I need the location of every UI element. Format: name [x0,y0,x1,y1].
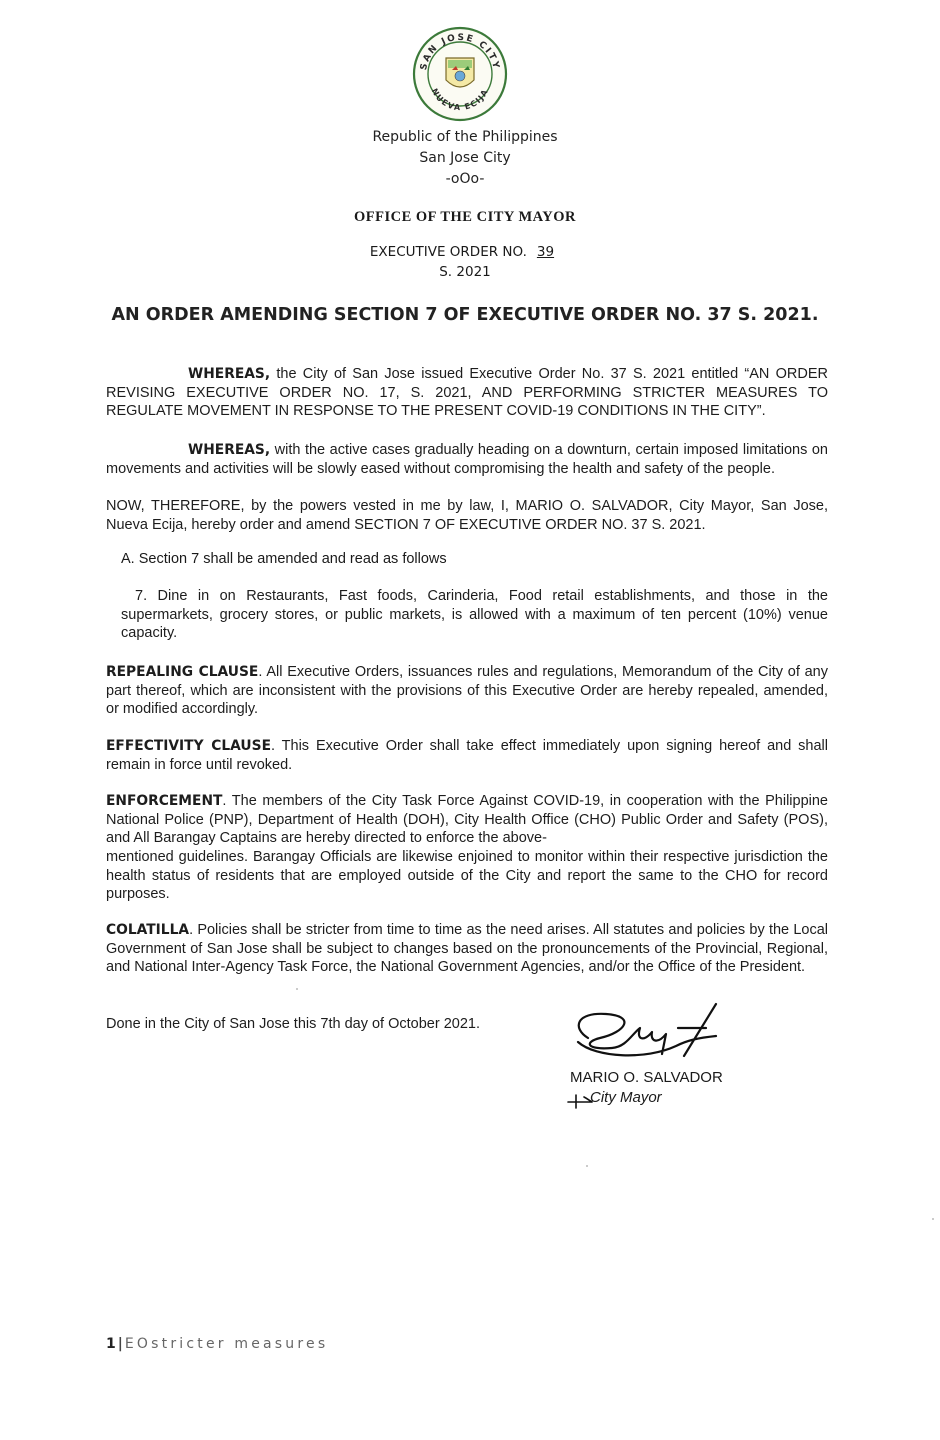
eo-series: S. 2021 [439,264,491,280]
whereas-text: the City of San Jose issued Executive Order No. 37 S. 2021 entitled “AN ORDER REVISING EXECUTIVE ORDER NO. 17, S. 2021, AND PERFORMING STRICTER MEASURES TO REGULATE MOVEMENT IN RESPONSE TO THE PRESENT COVID-19 CONDITIONS IN THE CITY”. [106,366,828,419]
republic-line: Republic of the Philippines [372,129,558,145]
oOo-divider: -oOo- [445,171,485,187]
whereas-text: with the active cases gradually heading on a downturn, certain imposed limitations on movements and activities will be slowly eased without compromising the health and safety of the people. [106,442,828,477]
clause-text: . Policies shall be stricter from time to time as the need arises. All statutes and policies by the Local Government of San Jose shall be subject to changes based on the pronouncements of the Provincial, Regional, and National Inter-Agency Task Force, the National Government Agencies, and/or the Office of the President. [106,922,828,975]
repealing-clause [106,663,828,719]
colatilla-clause [106,921,828,977]
signature-mark [566,998,746,1074]
eo-label: EXECUTIVE ORDER NO. [369,244,527,260]
scan-speck [296,988,298,990]
executive-order-number [0,243,930,262]
clause-lead: COLATILLA [106,922,190,938]
page-footer [106,1336,328,1352]
clause-lead: REPEALING CLAUSE [106,664,259,680]
effectivity-clause [106,737,828,774]
enforcement-clause-continued: mentioned guidelines. Barangay Officials are likewise enjoined to monitor within their respective jurisdiction the health status of residents that are employed outside of the City and report the same to the CHO for record purposes. [106,849,828,902]
whereas-lead: WHEREAS, [188,442,271,458]
order-title: AN ORDER AMENDING SECTION 7 OF EXECUTIVE ORDER NO. 37 S. 2021. [111,305,819,325]
clause-text: . This Executive Order shall take effect immediately upon signing hereof and shall remain in force until revoked. [106,738,828,773]
footer-separator: | [117,1336,123,1352]
seal-bottom-text: NUEVA ECIJA [429,87,491,113]
section-a: A. Section 7 shall be amended and read as follows [121,551,447,567]
clause-lead: ENFORCEMENT [106,793,223,809]
done-line: Done in the City of San Jose this 7th day of October 2021. [106,1016,480,1032]
enforcement-clause [106,792,828,848]
clause-text: . The members of the City Task Force Against COVID-19, in cooperation with the Philippine National Police (PNP), Department of Health (DOH), City Health Office (CHO) Public Order and Safety (POS), and All Barangay Captains are hereby directed to enforce the above- [106,793,828,846]
signatory-name: MARIO O. SALVADOR [570,1069,723,1086]
eo-number: 39 [536,244,555,260]
signatory-title: City Mayor [590,1089,662,1106]
whereas-paragraph-2 [106,441,828,478]
city-seal-logo [412,26,508,122]
whereas-lead: WHEREAS, [188,366,271,382]
whereas-paragraph-1 [106,365,828,421]
page-number: 1 [106,1336,116,1352]
office-title: OFFICE OF THE CITY MAYOR [353,209,576,225]
clause-text: . All Executive Orders, issuances rules and regulations, Memorandum of the City of any part thereof, which are inconsistent with the provisions of this Executive Order are hereby repealed, amended, or modified accordingly. [106,664,828,717]
item-7-paragraph: 7. Dine in on Restaurants, Fast foods, Carinderia, Food retail establishments, and those in the supermarkets, grocery stores, or public markets, is allowed with a maximum of ten percent (10%) venue capacity. [121,588,828,641]
clause-lead: EFFECTIVITY CLAUSE [106,738,271,754]
city-line: San Jose City [419,150,511,166]
seal-top-text: SAN JOSE CITY [419,32,501,72]
footer-label: EOstricter measures [124,1336,329,1352]
scan-speck [932,1218,934,1220]
scan-speck [586,1165,588,1167]
now-therefore-paragraph: NOW, THEREFORE, by the powers vested in me by law, I, MARIO O. SALVADOR, City Mayor, San Jose, Nueva Ecija, hereby order and amend SECTION 7 OF EXECUTIVE ORDER NO. 37 S. 2021. [106,498,828,533]
